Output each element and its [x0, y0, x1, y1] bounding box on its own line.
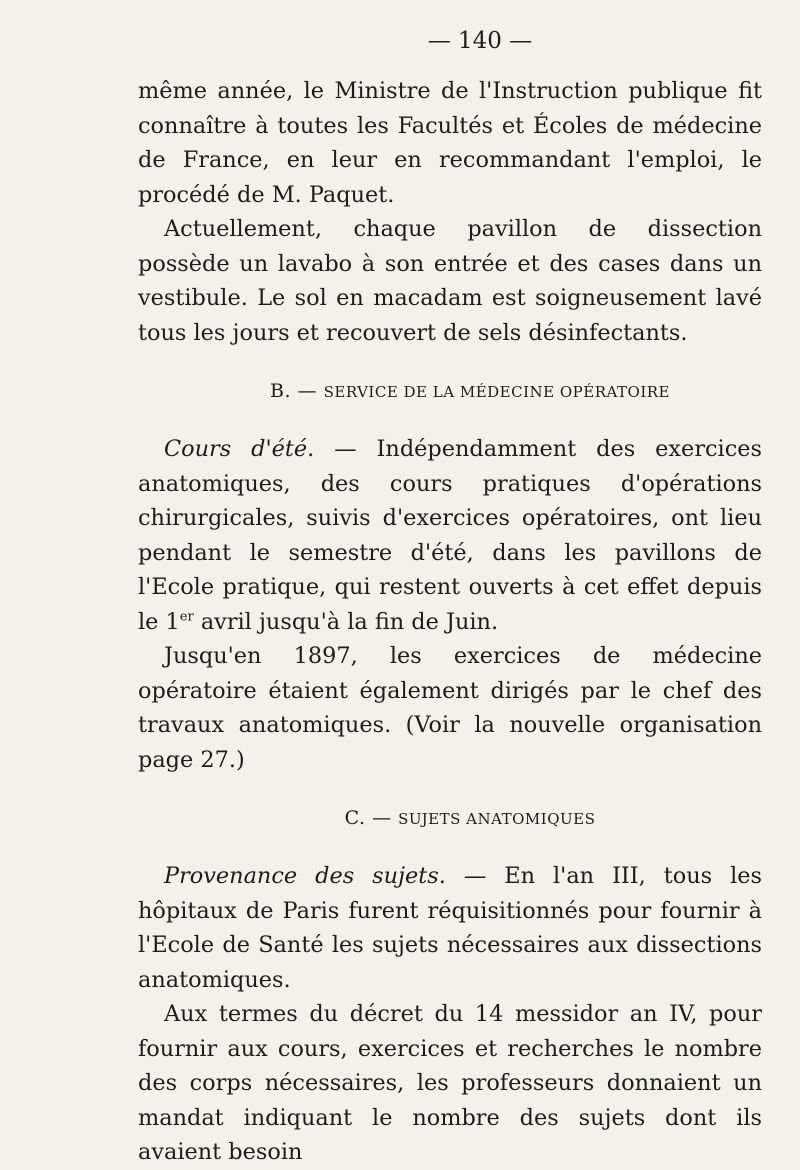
section-c-subheading: Provenance des sujets. — [164, 863, 446, 889]
intro-paragraph-2: Actuellement, chaque pavillon de dissection possède un lavabo à son entrée et des cases dans un vestibule. Le sol en macadam est soigneusement lavé tous les jours et recouvert de sels désinfectants. — [138, 216, 762, 346]
section-b-paragraph-1 — [138, 432, 762, 639]
intro-paragraph-1: même année, le Ministre de l'Instruction publique fit connaître à toutes les Facultés et Écoles de médecine de France, en leur en recommandant l'emploi, le procédé de M. Paquet. — [138, 78, 762, 208]
page-number: — 140 — — [427, 28, 533, 54]
section-b-subheading: Cours d'été. — [164, 436, 315, 462]
intro-block — [138, 74, 762, 350]
section-c-block — [138, 859, 762, 1170]
section-c-paragraph-1-text: — En l'an III, tous les hôpitaux de Paris furent réquisitionnés pour fournir à l'Ecole de Santé les sujets nécessaires aux dissections anatomiques. — [138, 863, 762, 993]
section-b-title: SERVICE DE LA MÉDECINE OPÉRATOIRE — [323, 383, 670, 401]
section-c-letter: C. — — [344, 807, 399, 829]
section-b-paragraph-2: Jusqu'en 1897, les exercices de médecine opératoire étaient également dirigés par le chef des travaux anatomiques. (Voir la nouvelle organisation page 27.) — [138, 643, 762, 773]
section-b-heading — [138, 380, 762, 402]
section-b-paragraph-1-text-b: avril jusqu'à la fin de Juin. — [193, 608, 499, 635]
section-b-superscript: er — [179, 609, 194, 625]
section-b-paragraph-1-text-a: — Indépendamment des exercices anatomiques, des cours pratiques d'opérations chirurgicales, suivis d'exercices opératoires, ont lieu pendant le semestre d'été, dans les pavillons de l'Ecole pratique, qui restent ouverts à cet effet depuis le 1 — [138, 436, 762, 635]
section-c-title: SUJETS ANATOMIQUES — [398, 810, 596, 828]
section-c-paragraph-2: Aux termes du décret du 14 messidor an IV, pour fournir aux cours, exercices et recherches le nombre des corps nécessaires, les professeurs donnaient un mandat indiquant le nombre des sujets dont ils avaient besoin — [138, 1001, 762, 1165]
section-c-heading — [138, 807, 762, 829]
section-b-letter: B. — — [270, 380, 324, 402]
section-b-block — [138, 432, 762, 777]
section-c-paragraph-1 — [138, 859, 762, 997]
